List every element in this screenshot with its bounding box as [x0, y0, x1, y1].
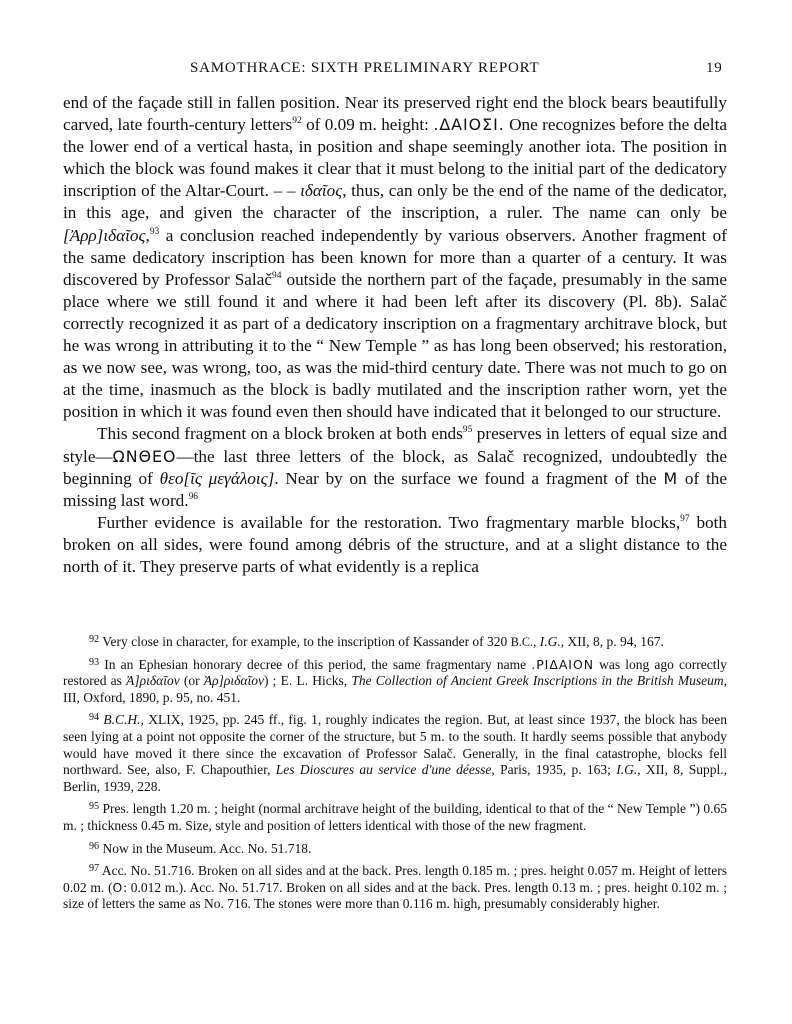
footnote-ref-96[interactable]: 96	[188, 491, 199, 502]
page-number: 19	[706, 60, 723, 76]
citation-title: I.G.	[539, 634, 561, 649]
footnote-ref-97[interactable]: 97	[680, 513, 690, 524]
text-run: , thus, can only be the end of the name of the dedicator, in this age, and given the character of the inscription, a ruler. The name can only be	[63, 181, 727, 223]
text-run: , XII, 8, Suppl., Berlin, 1939, 228.	[63, 762, 728, 794]
text-run: Acc. No. 51.716. Broken on all sides and at the back. Pres. length 0.185 m. ; pres. height 0.057 m. Height of letters 0.02 m. (	[63, 863, 727, 895]
text-run: . Near by on the surface we found a fragment of the	[274, 468, 664, 488]
text-run: : 0.012 m.). Acc. No. 51.717. Broken on all sides and at the back. Pres. length 0.13 m. ; pres. height 0.102 m. ; size of letters the same as No. 716. The stones were more than 0.116 m. high, presumably considerably higher.	[63, 879, 727, 912]
text-run: Pres. length 1.20 m. ; height (normal architrave height of the building, identical to that of the “ New Temple ”) 0.65 m. ; thickness 0.45 m. Size, style and position of letters identical with those of the new fragment.	[63, 801, 727, 833]
footnote-ref-95[interactable]: 95	[462, 425, 473, 436]
footnote-94	[63, 712, 727, 795]
text-run: was long ago correctly restored as	[63, 656, 727, 689]
text-run: B.C.	[510, 635, 533, 649]
main-text	[63, 92, 727, 578]
running-header	[0, 58, 792, 82]
running-title: SAMOTHRACE: SIXTH PRELIMINARY REPORT	[190, 60, 540, 76]
inscription-letter: O	[112, 879, 124, 895]
footnote-97	[63, 863, 727, 913]
citation-title: Les Dioscures au service d'une déesse	[275, 762, 492, 778]
footnote-number: 96	[89, 840, 100, 852]
footnotes	[63, 634, 727, 919]
text-run: This second fragment on a block broken at both ends	[97, 424, 463, 444]
text-run: outside the northern part of the façade, presumably in the same place where we still found it and where it had been left after its discovery (Pl. 8b). Salač correctly recognized it as part of a dedicatory inscription on a fragmentary architrave block, but he was wrong in attributing it to the “ New Temple ” as has long been observed; his restoration, as we now see, was wrong, too, as was the mid-third century date. There was not much to go on at the time, inasmuch as the block is badly mutilated and the inscription rather worn, yet the position in which it was found even then should have indicated that it belonged to our structure.	[63, 269, 727, 422]
text-run: ,	[145, 225, 150, 245]
greek-text: ιδαῖος	[300, 181, 343, 201]
footnote-ref-92[interactable]: 92	[292, 116, 302, 126]
text-run: preserves in letters of equal size and style—	[63, 424, 727, 466]
greek-text: θεο[ῖς μεγάλοις]	[159, 468, 275, 488]
greek-text: Ἀ]ριδαῖον	[126, 673, 180, 689]
footnote-ref-93[interactable]: 93	[149, 226, 160, 237]
footnote-number: 92	[89, 633, 100, 645]
citation-title: B.C.H.	[103, 712, 141, 728]
inscription-text: .ΔΑΙΟΣΙ.	[433, 115, 505, 135]
citation-title: The Collection of Ancient Greek Inscriptions in the British Museum	[351, 673, 724, 689]
text-run: , III, Oxford, 1890, p. 95, no. 451.	[63, 673, 727, 705]
footnote-number: 93	[89, 656, 100, 668]
footnote-92	[63, 634, 727, 651]
text-run: Now in the Museum. Acc. No. 51.718.	[99, 840, 312, 856]
text-run: ) ; E. L. Hicks,	[263, 673, 352, 689]
footnote-95	[63, 801, 727, 834]
footnote-number: 97	[89, 863, 100, 875]
text-run: of the missing last word.	[63, 468, 727, 510]
footnote-ref-94[interactable]: 94	[271, 270, 282, 281]
text-run: , XII, 8, p. 94, 167.	[560, 634, 664, 649]
inscription-letter: M	[663, 468, 679, 488]
text-run: a conclusion reached independently by various observers. Another fragment of the same dedicatory inscription has been known for more than a quarter of a century. It was discovered by Professor Salač	[63, 225, 727, 289]
text-run: Very close in character, for example, to the inscription of Kassander of 320	[99, 634, 511, 649]
inscription-text: ΩΝΘΕΟ	[112, 446, 177, 466]
paragraph-3	[63, 512, 727, 578]
inscription-text: .ΡΙΔΑΙΟΝ	[531, 656, 595, 672]
footnote-96	[63, 841, 727, 858]
greek-text: Ἀρ]ριδαῖον	[203, 673, 264, 689]
text-run: , XLIX, 1925, pp. 245 ff., fig. 1, roughly indicates the region. But, at least since 1937, the block has been seen lying at a point not opposite the corner of the structure, but 5 m. to the south. It hardly seems possible that anybody would have moved it there since the excavation of Professor Salač. Generally, in the final catastrophe, blocks fell northward. See, also, F. Chapouthier,	[63, 712, 727, 778]
text-run: In an Ephesian honorary decree of this period, the same fragmentary name	[99, 656, 532, 672]
footnote-number: 95	[89, 801, 100, 813]
text-run: One recognizes before the delta the lower end of a vertical hasta, in position and shape seemingly another iota. The position in which the block was found makes it clear that it must belong to the initial part of the dedicatory inscription of the Altar-Court. – –	[63, 115, 727, 201]
text-run: (or	[179, 673, 204, 689]
greek-text: [Ἀρρ]ιδαῖος	[63, 225, 146, 245]
text-run: ,	[532, 634, 540, 649]
paragraph-2	[63, 423, 727, 511]
footnote-93	[63, 657, 727, 707]
text-run: , Paris, 1935, p. 163;	[491, 762, 617, 778]
citation-title: I.G.	[616, 762, 638, 778]
text-run: of 0.09 m. height:	[301, 115, 434, 135]
text-run: Further evidence is available for the restoration. Two fragmentary marble blocks,	[97, 512, 681, 532]
text-run: —the last three letters of the block, as Salač recognized, undoubtedly the beginning of	[63, 446, 727, 488]
paragraph-1	[63, 92, 727, 423]
footnote-number: 94	[89, 712, 100, 724]
text-run: both broken on all sides, were found among débris of the structure, and at a slight distance to the north of it. They preserve parts of what evidently is a replica	[63, 512, 727, 576]
text-run: end of the façade still in fallen position. Near its preserved right end the block bears beautifully carved, late fourth-century letters	[63, 93, 727, 135]
